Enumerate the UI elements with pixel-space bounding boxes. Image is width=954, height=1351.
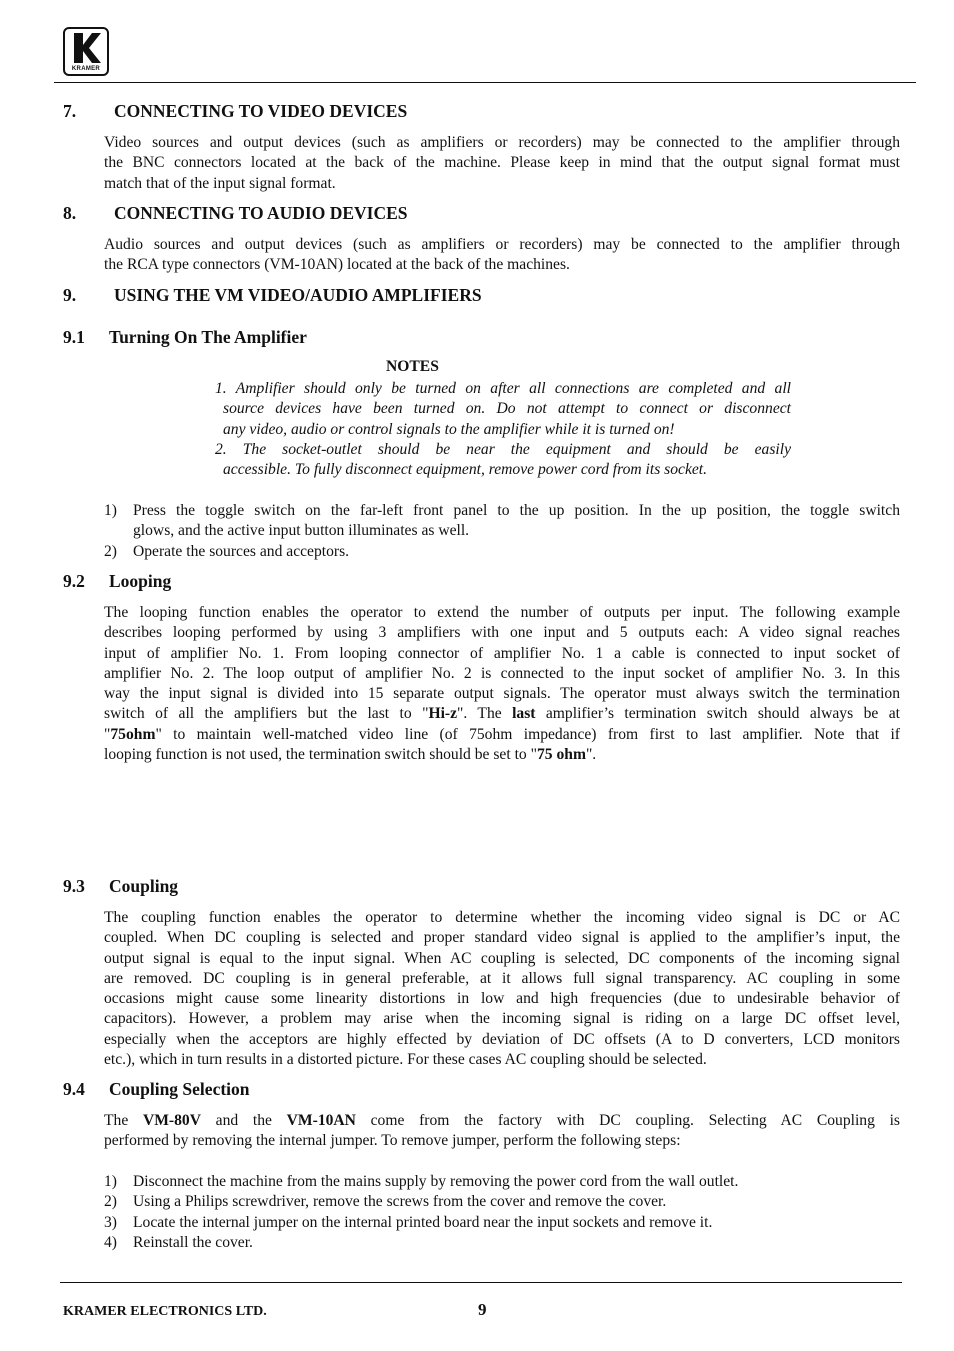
footer-company: KRAMER ELECTRONICS LTD. <box>63 1304 267 1319</box>
section-title: Coupling <box>109 876 179 896</box>
kramer-logo <box>63 27 109 76</box>
footer-rule <box>60 1282 902 1283</box>
section-title: Turning On The Amplifier <box>109 327 307 347</box>
text-run: " to maintain well-matched video line (of 75ohm impedance) from first to last amplifier. Note that if <box>155 725 900 743</box>
text-line: The looping function enables the operator to extend the number of outputs per input. The following example <box>104 604 900 621</box>
bold-run: 75ohm <box>110 725 156 743</box>
text-line: way the input signal is divided into 15 separate output signals. The operator must always switch the termination <box>104 685 900 703</box>
jumper-steps <box>104 1172 900 1253</box>
text-run: come from the factory with DC coupling. Selecting AC Coupling is <box>355 1112 900 1129</box>
section-9-1-heading <box>63 327 307 348</box>
text-line: output signal is equal to the input signal. When AC coupling is selected, DC components of the incoming signal <box>104 949 900 967</box>
coupling-selection-paragraph <box>104 1111 900 1152</box>
text-line <box>104 725 900 745</box>
section-number: 8. <box>63 203 77 223</box>
note-line: 1. Amplifier should only be turned on after all connections are completed and all <box>215 380 791 397</box>
looping-paragraph <box>104 603 900 765</box>
section-9-heading <box>63 285 482 306</box>
section-title: USING THE VM VIDEO/AUDIO AMPLIFIERS <box>114 285 482 305</box>
section-number: 9.3 <box>63 876 85 896</box>
text-line: Video sources and output devices (such as amplifiers or recorders) may be connected to the amplifier through <box>104 134 900 151</box>
list-item <box>104 542 900 562</box>
text-run: ". <box>585 746 597 764</box>
text-line: occasions might cause some linearity distortions in low and high frequencies (due to undesirable behavior of <box>104 990 900 1008</box>
text-run: ". The <box>457 705 513 723</box>
section-9-3-heading <box>63 876 178 897</box>
text-line <box>104 1111 900 1131</box>
list-item <box>104 1172 900 1192</box>
note-line: 2. The socket-outlet should be near the equipment and should be easily <box>215 440 791 458</box>
section-number: 9.1 <box>63 327 85 347</box>
turn-on-steps <box>104 501 900 562</box>
text-line: performed by removing the internal jumper. To remove jumper, perform the following steps: <box>104 1132 681 1150</box>
bold-run: last <box>512 705 536 723</box>
section-title: Coupling Selection <box>109 1079 250 1099</box>
list-text: Disconnect the machine from the mains supply by removing the power cord from the wall outlet. <box>133 1173 739 1190</box>
kramer-k-icon <box>68 32 104 64</box>
text-line <box>104 704 900 724</box>
list-number: 3) <box>104 1213 117 1231</box>
text-run: " <box>104 725 111 743</box>
list-number: 4) <box>104 1233 117 1251</box>
text-run: switch of all the amplifiers but the last to " <box>104 705 429 723</box>
list-item <box>104 1233 900 1253</box>
note-line: any video, audio or control signals to the amplifier while it is turned on! <box>223 420 675 438</box>
list-text: glows, and the active input button illuminates as well. <box>133 522 470 540</box>
list-text: Press the toggle switch on the far-left front panel to the up position. In the up position, the toggle switch <box>133 502 900 519</box>
text-line: The coupling function enables the operator to determine whether the incoming video signal is DC or AC <box>104 909 900 926</box>
text-line: etc.), which in turn results in a distorted picture. For these cases AC coupling should be selected. <box>104 1051 707 1069</box>
section-number: 7. <box>63 101 77 121</box>
text-line: the RCA type connectors (VM-10AN) located at the back of the machines. <box>104 256 570 274</box>
section-title: CONNECTING TO AUDIO DEVICES <box>114 203 408 223</box>
section-9-2-heading <box>63 571 171 592</box>
list-number: 2) <box>104 542 117 560</box>
text-line <box>104 745 900 765</box>
list-item <box>104 1213 900 1233</box>
text-run: and the <box>200 1112 287 1129</box>
notes-block <box>215 379 791 480</box>
bold-run: 75 ohm <box>536 746 586 764</box>
bold-run: VM-10AN <box>286 1112 356 1129</box>
list-number: 1) <box>104 502 117 519</box>
section-7-heading <box>63 101 407 122</box>
list-number: 1) <box>104 1173 117 1190</box>
section-title: CONNECTING TO VIDEO DEVICES <box>114 101 408 121</box>
text-line: describes looping performed by using 3 amplifiers with one input and 5 outputs each: A video signal reaches <box>104 624 900 642</box>
section-8-heading <box>63 203 408 224</box>
section-8-paragraph <box>104 235 900 276</box>
note-line: source devices have been turned on. Do not attempt to connect or disconnect <box>223 400 791 418</box>
text-line: input of amplifier No. 1. From looping connector of amplifier No. 1 a cable is connected to input socket of <box>104 644 900 662</box>
section-9-4-heading <box>63 1079 250 1100</box>
list-item <box>104 1192 900 1212</box>
list-item <box>104 501 900 542</box>
section-number: 9. <box>63 285 77 305</box>
text-line: Audio sources and output devices (such as amplifiers or recorders) may be connected to the amplifier through <box>104 236 900 253</box>
page-number: 9 <box>478 1300 487 1319</box>
section-number: 9.4 <box>63 1079 85 1099</box>
list-text: Locate the internal jumper on the internal printed board near the input sockets and remove it. <box>133 1213 713 1231</box>
header-rule <box>54 82 916 83</box>
text-run: amplifier’s termination switch should always be at <box>535 705 900 723</box>
text-line: match that of the input signal format. <box>104 174 336 192</box>
list-text: Reinstall the cover. <box>133 1233 253 1251</box>
text-line: the BNC connectors located at the back of the machine. Please keep in mind that the output signal format must <box>104 154 900 172</box>
section-7-paragraph <box>104 133 900 194</box>
logo-wordmark: KRAMER <box>71 66 101 72</box>
section-number: 9.2 <box>63 571 85 591</box>
note-line: accessible. To fully disconnect equipment, remove power cord from its socket. <box>223 461 708 479</box>
text-line: coupled. When DC coupling is selected and proper standard video signal is applied to the amplifier’s input, the <box>104 929 900 947</box>
section-title: Looping <box>109 571 172 591</box>
bold-run: VM-80V <box>142 1112 201 1129</box>
bold-run: Hi-z <box>428 705 458 723</box>
text-run: The <box>104 1112 143 1129</box>
list-text: Using a Philips screwdriver, remove the screws from the cover and remove the cover. <box>133 1193 667 1211</box>
text-line: especially when the acceptors are highly effected by deviation of DC offsets (A to D converters, LCD monitors <box>104 1030 900 1048</box>
text-line: amplifier No. 2. The loop output of amplifier No. 2 is connected to the input socket of amplifier No. 3. In this <box>104 664 900 682</box>
coupling-paragraph <box>104 908 900 1070</box>
notes-title: NOTES <box>386 358 439 375</box>
text-line: capacitors). However, a problem may arise when the incoming signal is riding on a large DC offset level, <box>104 1010 900 1028</box>
text-run: looping function is not used, the termination switch should be set to " <box>104 746 537 764</box>
list-text: Operate the sources and acceptors. <box>133 542 350 560</box>
text-line: are removed. DC coupling is in general preferable, at it allows full signal transparency. AC coupling in some <box>104 969 900 987</box>
list-number: 2) <box>104 1193 117 1211</box>
